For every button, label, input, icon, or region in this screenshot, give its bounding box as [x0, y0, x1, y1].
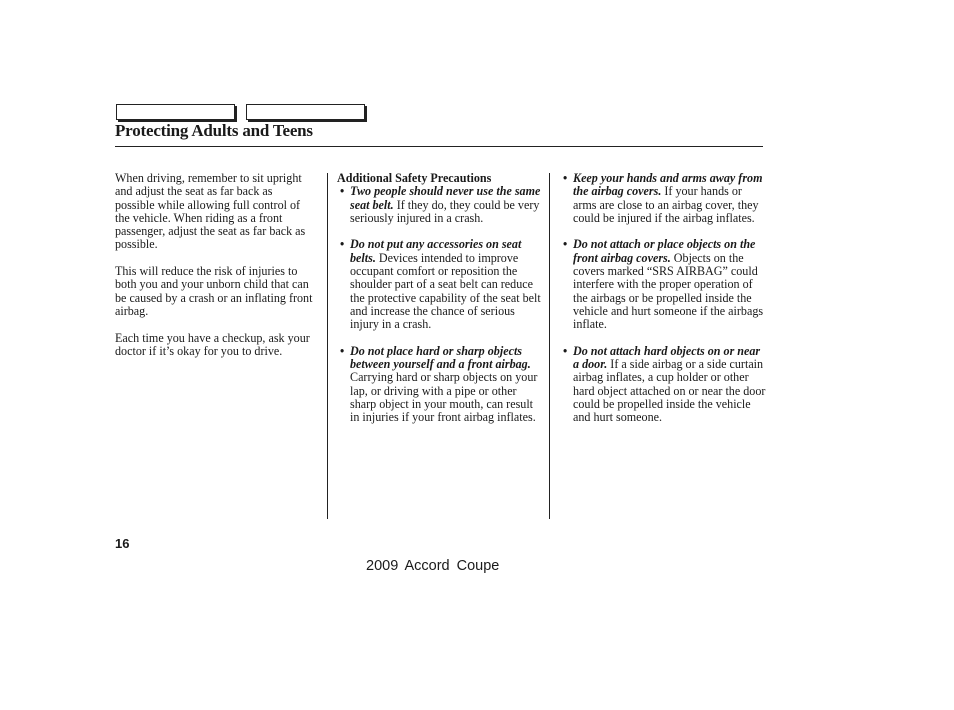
bullet-text: If your hands or arms are close to an airbag cover, they could be injured if the airbag inflates.: [573, 184, 759, 225]
nav-tab-box-1[interactable]: [116, 104, 235, 120]
bullet-item: [337, 238, 543, 331]
column-2: [337, 172, 543, 438]
paragraph: This will reduce the risk of injuries to both you and your unborn child that can be caused by a crash or an inflating front airbag.: [115, 264, 313, 318]
bullet-icon: •: [563, 237, 568, 252]
nav-tab-box-2[interactable]: [246, 104, 365, 120]
bullet-item: [560, 238, 766, 331]
bullet-text: If they do, they could be very seriously injured in a crash.: [350, 197, 540, 225]
paragraph: Each time you have a checkup, ask your doctor if it’s okay for you to drive.: [115, 330, 310, 358]
bullet-item: [560, 172, 766, 225]
bullet-text: If a side airbag or a side curtain airbag inflates, a cup holder or other hard object attached on or near the door could be propelled inside the vehicle and hurt someone.: [573, 357, 766, 425]
bullet-text: Carrying hard or sharp objects on your lap, or driving with a pipe or other sharp object in your mouth, can result in injuries if your front airbag inflates.: [350, 370, 538, 425]
bullet-lead: Do not attach or place objects on the front airbag covers.: [573, 237, 756, 265]
title-rule: [115, 146, 763, 147]
bullet-text: Devices intended to improve occupant comfort or reposition the shoulder part of a seat belt can reduce the protective capability of the seat belt and increase the chance of serious injury in a crash.: [350, 250, 541, 332]
bullet-icon: •: [563, 343, 568, 358]
page-number: 16: [115, 536, 130, 551]
footer-title: 2009 Accord Coupe: [366, 558, 500, 574]
bullet-icon: •: [340, 237, 345, 252]
bullet-item: [560, 345, 766, 425]
column-divider-2: [549, 173, 550, 519]
bullet-lead: Two people should never use the same seat belt.: [350, 184, 541, 212]
column-divider-1: [327, 173, 328, 519]
bullet-lead: Do not place hard or sharp objects between yourself and a front airbag.: [350, 343, 531, 372]
bullet-lead: Keep your hands and arms away from the airbag covers.: [573, 171, 763, 199]
sub-heading: Additional Safety Precautions: [337, 171, 492, 185]
bullet-icon: •: [340, 343, 345, 358]
bullet-icon: •: [340, 184, 345, 199]
bullet-text: Objects on the covers marked “SRS AIRBAG” could interfere with the proper operation of the airbags or be propelled inside the vehicle and hurt someone if the airbags inflate.: [573, 250, 764, 332]
bullet-icon: •: [563, 171, 568, 185]
paragraph: When driving, remember to sit upright and adjust the seat as far back as possible while allowing full control of the vehicle. When riding as a front passenger, adjust the seat as far back as possible.: [115, 171, 306, 252]
bullet-item: [337, 345, 543, 425]
bullet-item: [337, 185, 543, 225]
column-1: [115, 172, 315, 371]
section-title: Protecting Adults and Teens: [115, 121, 313, 140]
bullet-lead: Do not put any accessories on seat belts.: [350, 237, 522, 265]
bullet-lead: Do not attach hard objects on or near a door.: [573, 343, 761, 372]
column-3: [560, 172, 766, 438]
